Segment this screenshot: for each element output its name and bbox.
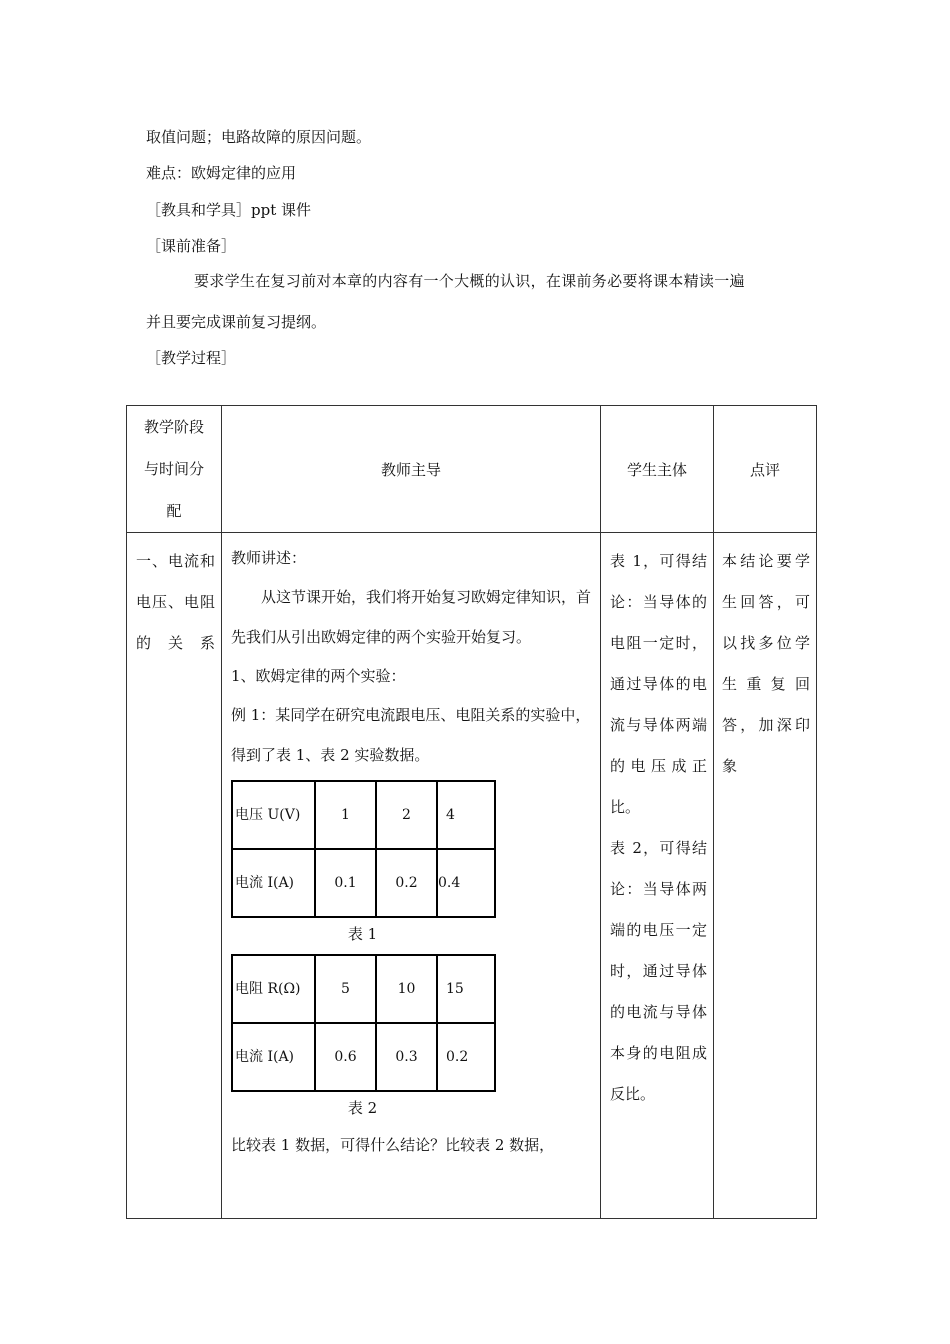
- intro-line-prep-heading: ［课前准备］: [146, 237, 237, 255]
- stage-cell: [127, 533, 222, 1219]
- teacher-item-heading: 1、欧姆定律的两个实验：: [231, 667, 406, 685]
- student-conclusion-1: 表 1，可得结论：当导体的电阻一定时，通过导体的电流与导体两端的电压成正比。: [610, 552, 707, 816]
- current-value: 0.6: [315, 1023, 376, 1091]
- header-stage-line2: 与时间分: [143, 460, 204, 478]
- data-table-1: [231, 780, 496, 918]
- teacher-question: 比较表 1 数据，可得什么结论？比较表 2 数据，: [231, 1136, 555, 1154]
- review-cell: [714, 533, 817, 1219]
- header-student: 学生主体: [601, 406, 714, 533]
- teacher-example: 例 1：某同学在研究电流跟电压、电阻关系的实验中，得到了表 1、表 2 实验数据。: [231, 706, 591, 764]
- current-value: 0.2: [437, 1023, 495, 1091]
- intro-line-prep-body-cont: 并且要完成课前复习提纲。: [146, 313, 327, 331]
- resistance-value: 15: [437, 955, 495, 1023]
- current-value: 0.3: [376, 1023, 437, 1091]
- resistance-label: 电阻 R(Ω): [232, 955, 315, 1023]
- current-value: 0.1: [315, 849, 376, 917]
- data-table-2: [231, 954, 496, 1092]
- student-conclusion-2: 表 2，可得结论：当导体两端的电压一定时，通过导体的电流与导体本身的电阻成反比。: [610, 839, 707, 1103]
- intro-line-process-heading: ［教学过程］: [146, 349, 237, 367]
- lesson-process-table: [126, 405, 817, 1219]
- current-value: 0.4: [437, 849, 495, 917]
- current-value: 0.2: [376, 849, 437, 917]
- voltage-value: 1: [315, 781, 376, 849]
- student-cell: [601, 533, 714, 1219]
- review-text: 本结论要学生回答，可以找多位学生重复回答，加深印象: [722, 552, 810, 775]
- header-stage-line1: 教学阶段: [143, 418, 204, 436]
- teacher-paragraph: 从这节课开始，我们将开始复习欧姆定律知识，首先我们从引出欧姆定律的两个实验开始复习。: [231, 588, 592, 646]
- teacher-cell: [222, 533, 601, 1219]
- resistance-value: 5: [315, 955, 376, 1023]
- current-label: 电流 I(A): [232, 849, 315, 917]
- header-stage-line3: 配: [166, 502, 182, 520]
- header-review: 点评: [714, 406, 817, 533]
- resistance-value: 10: [376, 955, 437, 1023]
- table-row: [127, 533, 817, 1219]
- intro-line-prep-body: 要求学生在复习前对本章的内容有一个大概的认识，在课前务必要将课本精读一遍: [194, 272, 745, 290]
- voltage-value: 4: [437, 781, 495, 849]
- voltage-value: 2: [376, 781, 437, 849]
- table-header-row: [127, 406, 817, 533]
- intro-line-difficulty: 难点：欧姆定律的应用: [146, 164, 297, 182]
- voltage-label: 电压 U(V): [232, 781, 315, 849]
- header-teacher: 教师主导: [222, 406, 601, 533]
- header-stage: [127, 406, 222, 533]
- stage-text: 一、电流和电压、电阻的关系: [136, 552, 215, 652]
- current-label: 电流 I(A): [232, 1023, 315, 1091]
- teacher-label: 教师讲述：: [231, 549, 307, 567]
- table-1-caption: 表 1: [347, 925, 378, 943]
- table-2-caption: 表 2: [347, 1099, 378, 1117]
- intro-line-difficulty-cont: 取值问题；电路故障的原因问题。: [146, 128, 372, 146]
- intro-line-tools: ［教具和学具］ppt 课件: [146, 201, 312, 219]
